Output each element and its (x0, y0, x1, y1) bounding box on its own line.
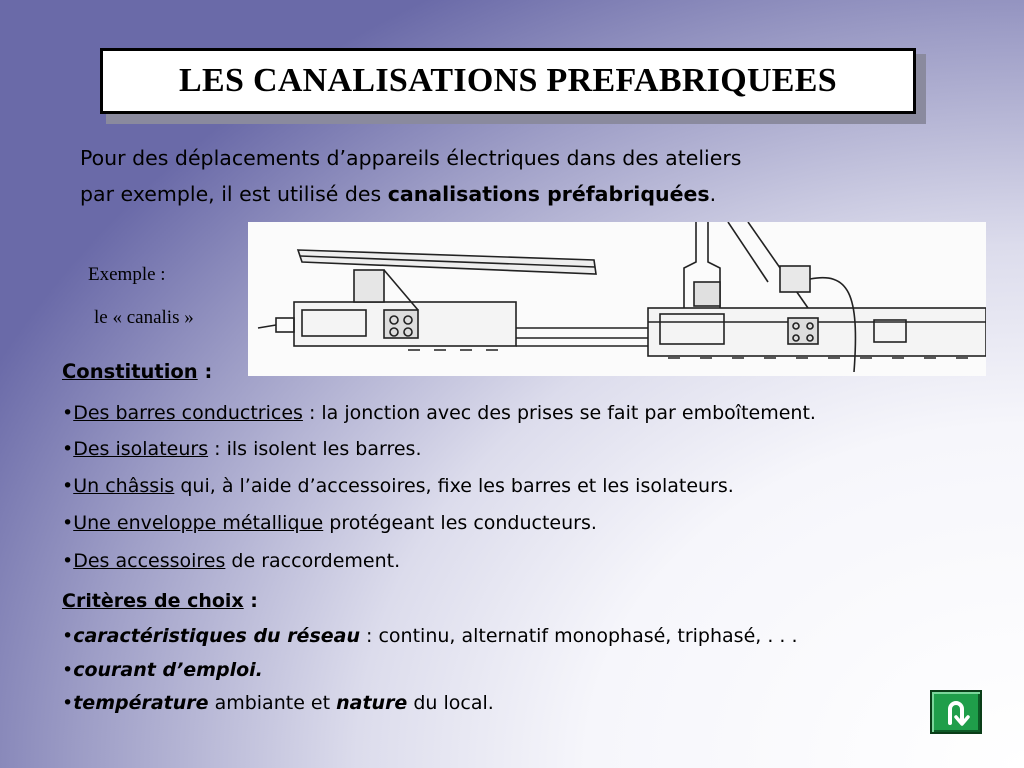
bullet: • (62, 475, 74, 497)
slide-title-text: LES CANALISATIONS PREFABRIQUEES (179, 62, 837, 99)
intro-keyword: canalisations préfabriquées (387, 182, 710, 206)
criteria-item (62, 625, 798, 647)
example-caption: le « canalis » (94, 307, 194, 328)
criteria-mid: ambiante et (208, 692, 337, 714)
list-item (62, 512, 597, 534)
constitution-colon: : (197, 360, 213, 383)
criteria-item (62, 692, 494, 714)
list-item (62, 550, 400, 572)
list-item (62, 475, 734, 497)
example-label: Exemple : (88, 264, 166, 285)
criteria-title: Critères de choix (62, 590, 244, 612)
criteria-text: : continu, alternatif monophasé, triphasé, . . . (360, 625, 798, 647)
criteria-item (62, 659, 263, 681)
criteria-term: courant d’emploi. (73, 659, 263, 681)
criteria-colon: : (243, 590, 258, 612)
bullet: • (62, 659, 74, 681)
criteria-term: caractéristiques du réseau (73, 625, 360, 647)
bullet: • (62, 692, 74, 714)
item-text: protégeant les conducteurs. (323, 512, 597, 534)
bullet: • (62, 438, 74, 460)
item-term: Une enveloppe métallique (73, 512, 324, 534)
item-text: : la jonction avec des prises se fait par emboîtement. (302, 402, 816, 424)
item-term: Des accessoires (73, 550, 226, 572)
canalis-illustration (248, 222, 986, 376)
item-text: de raccordement. (225, 550, 401, 572)
constitution-title: Constitution (62, 360, 198, 383)
criteria-heading (62, 590, 258, 612)
item-text: : ils isolent les barres. (208, 438, 422, 460)
u-turn-return-icon (941, 697, 971, 727)
intro-line-2-prefix: par exemple, il est utilisé des (80, 182, 388, 206)
item-term: Des isolateurs (73, 438, 209, 460)
intro-line-2-suffix: . (709, 182, 717, 206)
bullet: • (62, 550, 74, 572)
canalis-drawing (248, 222, 986, 376)
list-item (62, 402, 816, 424)
criteria-text: du local. (407, 692, 494, 714)
bullet: • (62, 625, 74, 647)
criteria-term-2: nature (336, 692, 408, 714)
constitution-heading (62, 360, 212, 383)
list-item (62, 438, 421, 460)
intro-paragraph (80, 140, 960, 212)
item-term: Un châssis (73, 475, 175, 497)
criteria-term: température (73, 692, 209, 714)
bullet: • (62, 402, 74, 424)
item-text: qui, à l’aide d’accessoires, fixe les barres et les isolateurs. (174, 475, 734, 497)
return-button[interactable] (930, 690, 982, 734)
item-term: Des barres conductrices (73, 402, 303, 424)
slide-title (100, 48, 916, 114)
bullet: • (62, 512, 74, 534)
intro-line-1: Pour des déplacements d’appareils électriques dans des ateliers (80, 146, 742, 170)
